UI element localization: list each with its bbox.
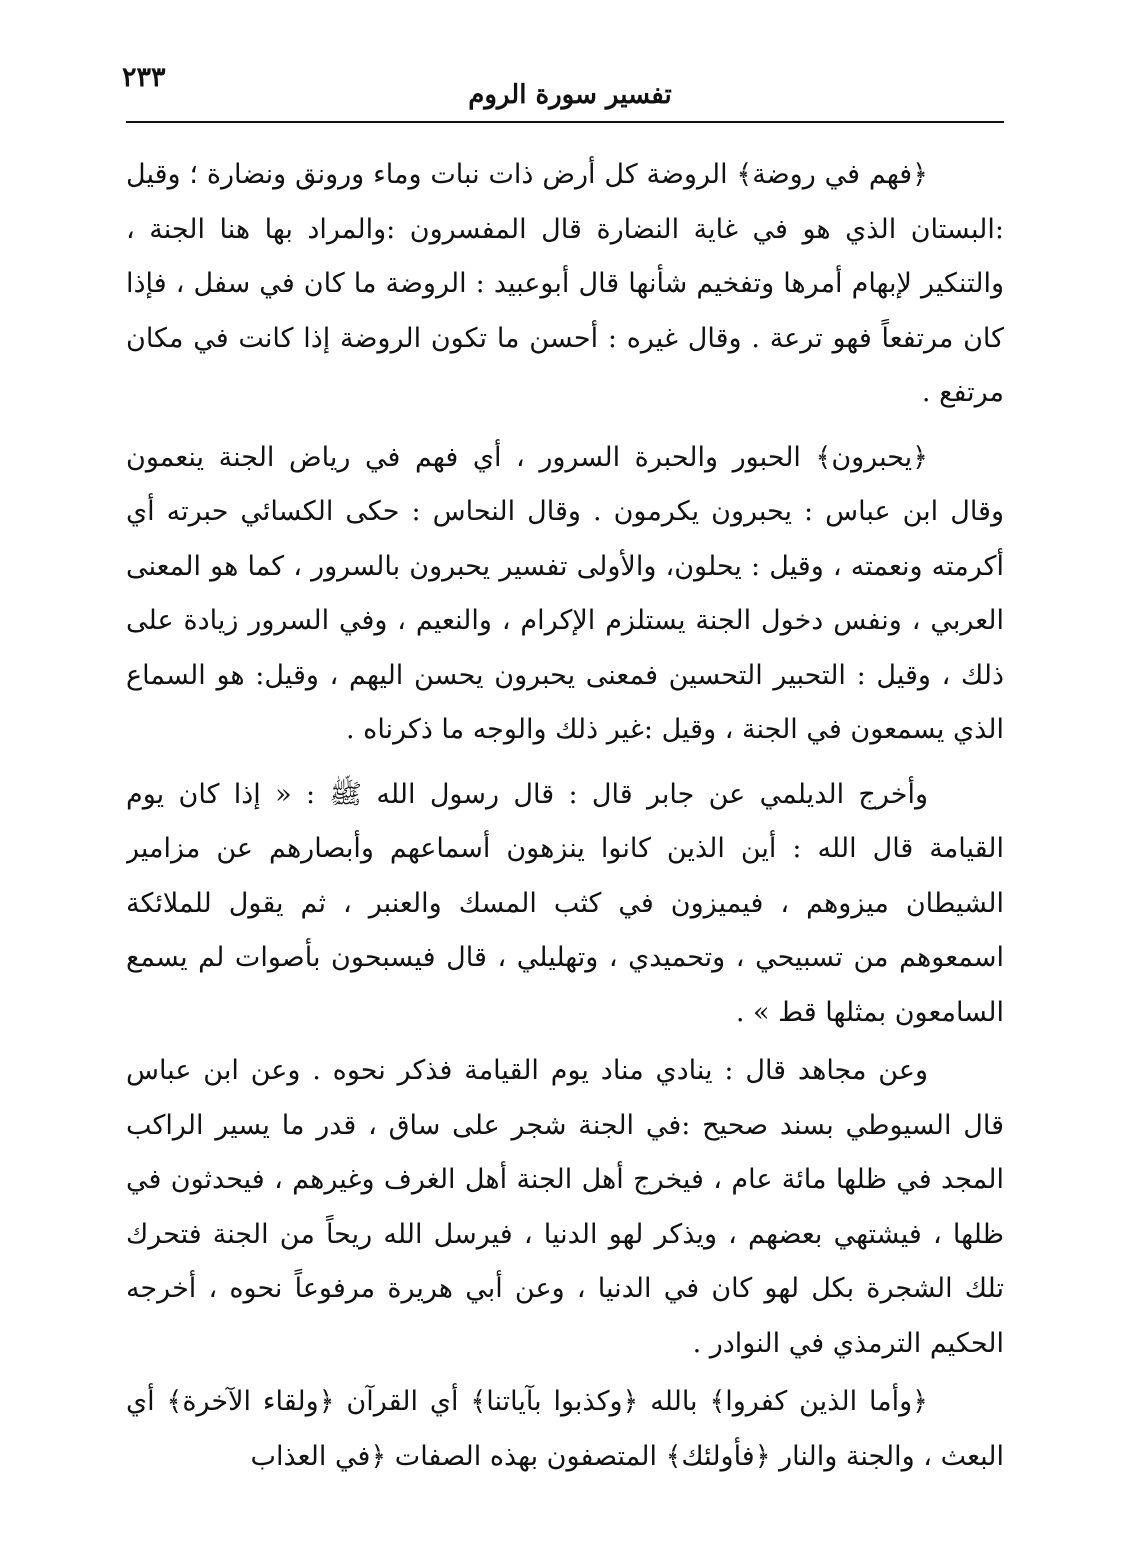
page-number: ٢٣٣ — [122, 62, 166, 93]
paragraph-kafaru: ﴿وأما الذين كفروا﴾ بالله ﴿وكذبوا بآياتنا﴾ أي القرآن ﴿ولقاء الآخرة﴾ أي البعث ، والجنة والنار ﴿فأولئك﴾ المتصفون بهذه الصفات ﴿في العذاب — [126, 1386, 1004, 1472]
header-rule — [126, 121, 1004, 123]
paragraph-yuhbarun: ﴿يحبرون﴾ الحبور والحبرة السرور ، أي فهم في رياض الجنة ينعمون وقال ابن عباس : يحبرون يكرمون . وقال النحاس : حكى الكسائي حبرته أي أكرمته ونعمته ، وقيل : يحلون، والأولى تفسير يحبرون بالسرور ، كما هو المعنى العربي ، ونفس دخول الجنة يستلزم الإكرام ، والنعيم ، وفي السرور زيادة على ذلك ، وقيل : التحبير التحسين فمعنى يحبرون يحسن اليهم ، وقيل: هو السماع الذي يسمعون في الجنة ، وقيل :غير ذلك والوجه ما ذكرناه . — [126, 441, 1004, 745]
page-body — [126, 148, 1004, 1538]
paragraph-mujahid: وعن مجاهد قال : ينادي مناد يوم القيامة فذكر نحوه . وعن ابن عباس قال السيوطي بسند صحيح :في الجنة شجر على ساق ، قدر ما يسير الراكب المجد في ظلها مائة عام ، فيخرج أهل الجنة أهل الغرف وغيرهم ، فيحدثون في ظلها ، فيشتهي بعضهم ، ويذكر لهو الدنيا ، فيرسل الله ريحاً من الجنة فتحرك تلك الشجرة بكل لهو كان في الدنيا ، وعن أبي هريرة مرفوعاً نحوه ، أخرجه الحكيم الترمذي في النوادر . — [126, 1055, 1004, 1359]
running-title: تفسير سورة الروم — [468, 80, 672, 110]
paragraph-rawda: ﴿فهم في روضة﴾ الروضة كل أرض ذات نبات وماء ورونق ونضارة ؛ وقيل :البستان الذي هو في غاية النضارة قال المفسرون :والمراد بها هنا الجنة ، والتنكير لإبهام أمرها وتفخيم شأنها قال أبوعبيد : الروضة ما كان في سفل ، فإذا كان مرتفعاً فهو ترعة . وقال غيره : أحسن ما تكون الروضة إذا كانت في مكان مرتفع . — [126, 159, 1004, 408]
paragraph-daylami-hadith: وأخرج الديلمي عن جابر قال : قال رسول الله ﷺ : « إذا كان يوم القيامة قال الله : أين الذين كانوا ينزهون أسماعهم وأبصارهم عن مزامير الشيطان ميزوهم ، فيميزون في كثب المسك والعنبر ، ثم يقول للملائكة اسمعوهم من تسبيحي ، وتحميدي ، وتهليلي ، قال فيسبحون بأصوات لم يسمع السامعون بمثلها قط » . — [126, 778, 1004, 1028]
